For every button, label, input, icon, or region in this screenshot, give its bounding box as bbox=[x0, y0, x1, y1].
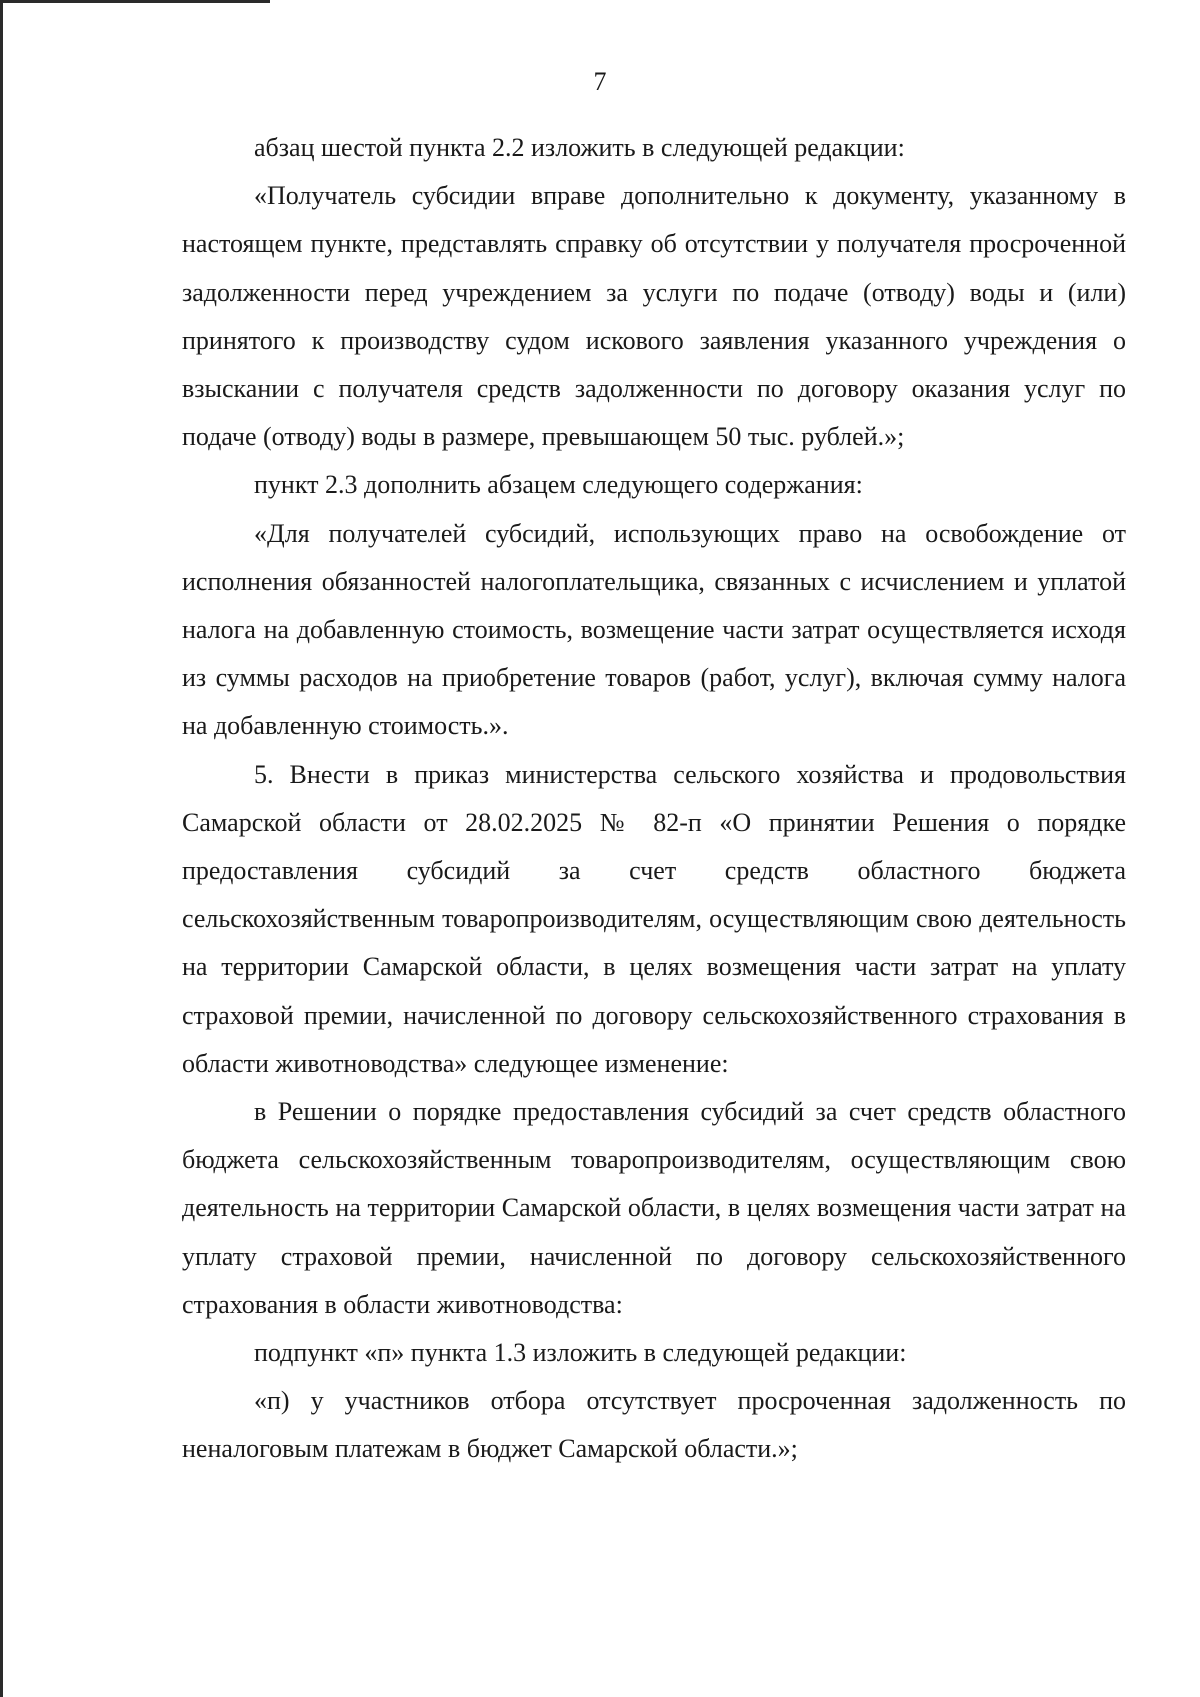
paragraph-amendment-2-3-text: «Для получателей субсидий, использующих право на освобождение от исполнения обязанностей налогоплательщика, связанных с исчислением и уплатой налога на добавленную стоимость, возмещение части затрат осуществляется исходя из суммы расходов на приобретение товаров (работ, услуг), включая сумму налога на добавленную стоимость.». bbox=[182, 518, 1126, 741]
scan-border-top bbox=[0, 0, 270, 3]
paragraph-item-5: 5. Внести в приказ министерства сельского хозяйства и продовольствия Самарской области от 28.02.2025 № 82-п «О принятии Решения о порядке предоставления субсидий за счет средств областного бюджета сельскохозяйственным товаропроизводителям, осуществляющим свою деятельность на территории Самарской области, в целях возмещения части затрат на уплату страховой премии, начисленной по договору сельскохозяйственного страхования в области животноводства» следующее изменение: bbox=[182, 759, 1126, 1078]
scan-border-left bbox=[0, 0, 3, 1697]
paragraph-decision-intro: в Решении о порядке предоставления субсидий за счет средств областного бюджета сельскохозяйственным товаропроизводителям, осуществляющим свою деятельность на территории Самарской области, в целях возмещения части затрат на уплату страховой премии, начисленной по договору сельскохозяйственного страхования в области животноводства: bbox=[182, 1097, 1126, 1319]
page-number: 7 bbox=[593, 67, 607, 96]
paragraph-subitem-p-intro: подпункт «п» пункта 1.3 изложить в следующей редакции: bbox=[254, 1338, 907, 1368]
paragraph-amendment-2-2-intro: абзац шестой пункта 2.2 изложить в следующей редакции: bbox=[254, 133, 905, 162]
paragraph-amendment-2-3-intro: пункт 2.3 дополнить абзацем следующего содержания: bbox=[254, 470, 863, 500]
paragraph-subitem-p-text: «п) у участников отбора отсутствует просроченная задолженность по неналоговым платежам в бюджет Самарской области.»; bbox=[182, 1386, 1126, 1464]
paragraph-amendment-2-2-text: «Получатель субсидии вправе дополнительно к документу, указанному в настоящем пункте, представлять справку об отсутствии у получателя просроченной задолженности перед учреждением за услуги по подаче (отводу) воды и (или) принятого к производству судом искового заявления указанного учреждения о взыскании с получателя средств задолженности по договору оказания услуг по подаче (отводу) воды в размере, превышающем 50 тыс. рублей.»; bbox=[182, 181, 1126, 452]
document-body bbox=[182, 124, 1126, 1474]
